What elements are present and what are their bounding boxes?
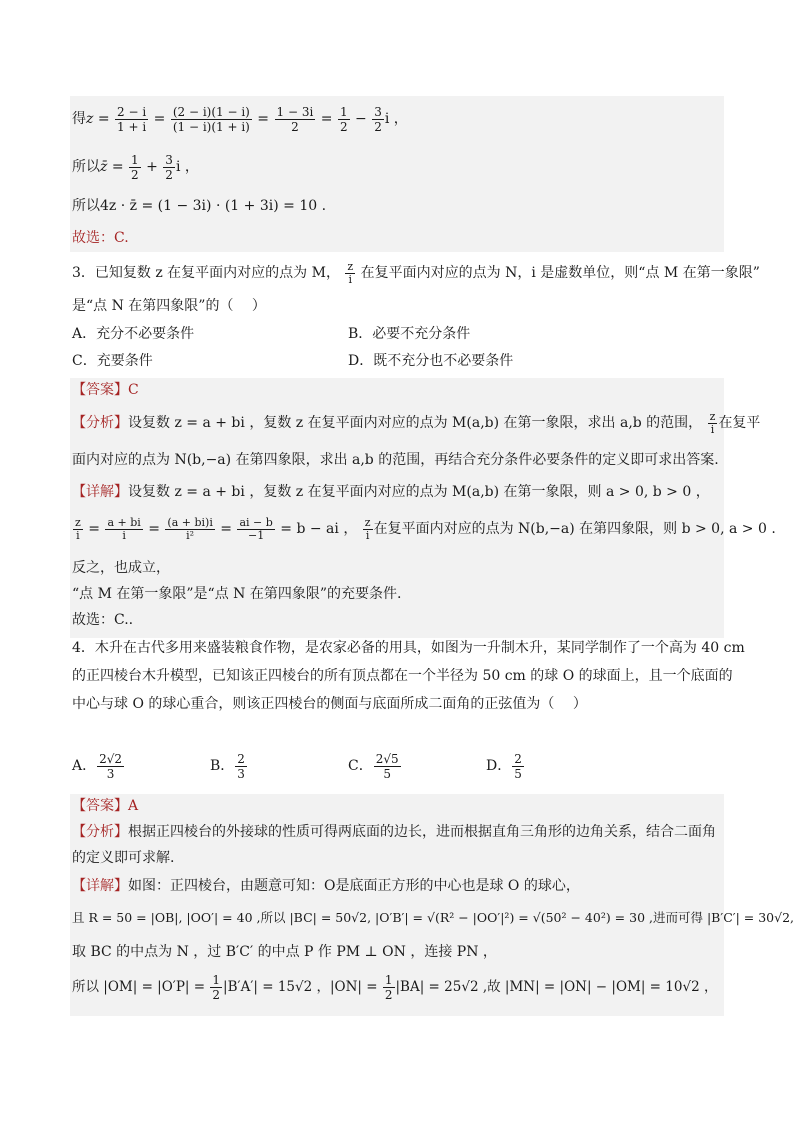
q4-option-c: C． $\frac{2√5}{5}$ (348, 751, 399, 781)
tail-text: i ， (384, 111, 408, 127)
q4-option-d: D． $\frac{2}{5}$ (486, 751, 522, 781)
fraction: $\frac{1}{2}$ (131, 152, 139, 182)
detail-text: “点 M 在第一象限”是“点 N 在第四象限”的充要条件. (72, 586, 402, 602)
fraction: $\frac{(2 - i)(1 - i)}{(1 - i)(1 + i)}$ (172, 104, 250, 134)
q4-detail-line-3 (72, 942, 497, 962)
detail-text: |BA| = 25√2 ,故 |MN| = |ON| − |OM| = 10√2 ， (395, 979, 718, 995)
q4-analysis-line-2 (72, 848, 174, 868)
q2-answer (72, 228, 129, 248)
lead-text: 所以 (72, 198, 100, 214)
lead-text: 所以 (72, 159, 100, 175)
q4-option-b: B． $\frac{2}{3}$ (210, 751, 245, 781)
fraction: $\frac{z}{i}$ (75, 515, 81, 542)
q3-detail-line-5 (72, 610, 133, 630)
fraction: $\frac{1 - 3i}{2}$ (276, 104, 314, 134)
q3-detail-line-3 (72, 558, 170, 578)
q3-option-a: A．充分不必要条件 (72, 326, 195, 342)
stem-text: 中心与球 O 的球心重合，则该正四棱台的侧面与底面所成二面角的正弦值为（ ） (72, 696, 587, 712)
answer-text: 故选：C. (72, 230, 129, 246)
detail-text: |B′A′| = 15√2 ，|ON| = (223, 979, 382, 995)
fraction: $\frac{1}{2}$ (384, 973, 393, 1002)
fraction: $\frac{1}{2}$ (339, 104, 348, 134)
q4-answer (72, 796, 138, 816)
q3-analysis-line-2 (72, 450, 719, 470)
fraction: $\frac{3}{2}$ (374, 104, 382, 134)
fraction: $\frac{1}{2}$ (212, 973, 221, 1002)
q4-stem-line-3 (72, 694, 587, 714)
q3-detail-line-4 (72, 584, 401, 604)
detail-text: 反之，也成立， (72, 560, 170, 576)
q3-stem-line-2 (72, 296, 266, 316)
analysis-tag: 【分析】 (72, 415, 128, 431)
q4-stem-line-1 (72, 638, 745, 658)
q4-detail-line-2 (72, 908, 794, 928)
q3-option-d: D．既不充分也不必要条件 (348, 353, 514, 369)
detail-text: 在复平面内对应的点为 N(b,−a) 在第四象限，则 b > 0, a > 0 . (373, 521, 776, 537)
stem-text: 在复平面内对应的点为 N，i 是虚数单位，则“点 M 在第一象限” (360, 265, 760, 281)
fraction: $\frac{(a + bi)i}{\text{i²}}$ (167, 515, 213, 542)
product-expression: 4z · z̄ = (1 − 3i) · (1 + 3i) = 10 . (100, 198, 327, 214)
q2-solution-line-2: 所以z̄ = $\frac{1}{2}$ + $\frac{3}{2}$ i ， (72, 152, 199, 182)
detail-text: 所以 |OM| = |O′P| = (72, 979, 210, 995)
fraction: $\frac{2 - i}{1 + i}$ (117, 104, 147, 134)
q4-stem-line-2 (72, 666, 733, 686)
analysis-text: 在复平 (718, 415, 761, 431)
q3-option-b: B．必要不充分条件 (348, 326, 471, 342)
expr-conj: z̄ = (100, 159, 129, 175)
q3-detail-line-1 (72, 482, 710, 502)
fraction: $\frac{z}{i}$ (347, 259, 354, 286)
analysis-tag: 【分析】 (72, 824, 128, 840)
analysis-text: 根据正四棱台的外接球的性质可得两底面的边长，进而根据直角三角形的边角关系，结合二面角 (128, 824, 716, 840)
q2-solution-line-1: 得z = $\frac{2 - i}{1 + i}$ = $\frac{(2 - i)(1 - i)}{(1 - i)(1 + i)}$ = $\frac{1 - 3i}{2}$ = $\frac{1}{2}$ − $\frac{3}{2}$ i ， (72, 104, 408, 134)
q3-answer (72, 380, 139, 400)
detail-text: 设复数 z = a + bi ，复数 z 在复平面内对应的点为 M(a,b) 在第一象限，则 a > 0, b > 0 ， (128, 484, 710, 500)
q4-analysis-line-1 (72, 822, 716, 842)
q3-detail-line-2: $\frac{z}{i}$ = $\frac{a + bi}{i}$ = $\frac{(a + bi)i}{\text{i²}}$ = $\frac{ai - b}{-1}$ = b − ai ， $\frac{z}{i}$ 在复平面内对应的点为 N(b,−a) 在第四象限，则 b > 0, a > 0 . (75, 515, 776, 542)
fraction: $\frac{ai - b}{-1}$ (239, 515, 273, 542)
q3-option-c: C．充要条件 (72, 353, 153, 369)
q2-solution-line-3 (72, 196, 326, 216)
answer-tag: 【答案】A (72, 798, 139, 814)
fraction: $\frac{z}{i}$ (709, 409, 716, 436)
analysis-text: 面内对应的点为 N(b,−a) 在第四象限，求出 a,b 的范围，再结合充分条件必要条件的定义即可求出答案. (72, 452, 719, 468)
detail-text: 且 R = 50 = |OB|, |OO′| = 40 ,所以 |BC| = 50√2, |O′B′| = √(R² − |OO′|²) = √(50² − 40²) = 30 ,进而可得 |B′C′| = 30√2, (72, 910, 794, 925)
tail-text: i ， (175, 159, 199, 175)
lead-text: 得 (72, 111, 86, 127)
stem-text: 4．木升在古代多用来盛装粮食作物，是农家必备的用具，如图为一升制木升，某同学制作了一个高为 40 cm (72, 640, 745, 656)
detail-text: 故选：C.. (72, 612, 134, 628)
fraction: $\frac{a + bi}{i}$ (107, 515, 141, 542)
stem-text: 3．已知复数 z 在复平面内对应的点为 M， (72, 265, 340, 281)
detail-text: 如图：正四棱台，由题意可知：O是底面正方形的中心也是球 O 的球心， (128, 878, 580, 894)
stem-text: 的正四棱台木升模型，已知该正四棱台的所有顶点都在一个半径为 50 cm 的球 O 的球面上，且一个底面的 (72, 668, 733, 684)
detail-tag: 【详解】 (72, 484, 128, 500)
detail-text: 取 BC 的中点为 N ，过 B′C′ 的中点 P 作 PM ⊥ ON ，连接 PN ， (72, 944, 497, 960)
q3-analysis-line-1 (72, 408, 760, 438)
detail-text: = b − ai ， (280, 521, 358, 537)
analysis-text: 的定义即可求解. (72, 850, 175, 866)
q4-option-a: A． $\frac{2√2}{3}$ (72, 751, 123, 781)
fraction: $\frac{z}{i}$ (364, 515, 371, 542)
stem-text: 是“点 N 在第四象限”的（ ） (72, 298, 266, 314)
q4-detail-line-1 (72, 876, 580, 896)
fraction: $\frac{3}{2}$ (165, 152, 173, 182)
answer-tag: 【答案】C (72, 382, 139, 398)
analysis-text: 设复数 z = a + bi ，复数 z 在复平面内对应的点为 M(a,b) 在第一象限，求出 a,b 的范围， (128, 415, 703, 431)
detail-tag: 【详解】 (72, 878, 128, 894)
expr-z: z = (86, 111, 115, 127)
q3-stem-line-1 (72, 258, 760, 288)
q4-detail-line-4 (72, 972, 717, 1002)
